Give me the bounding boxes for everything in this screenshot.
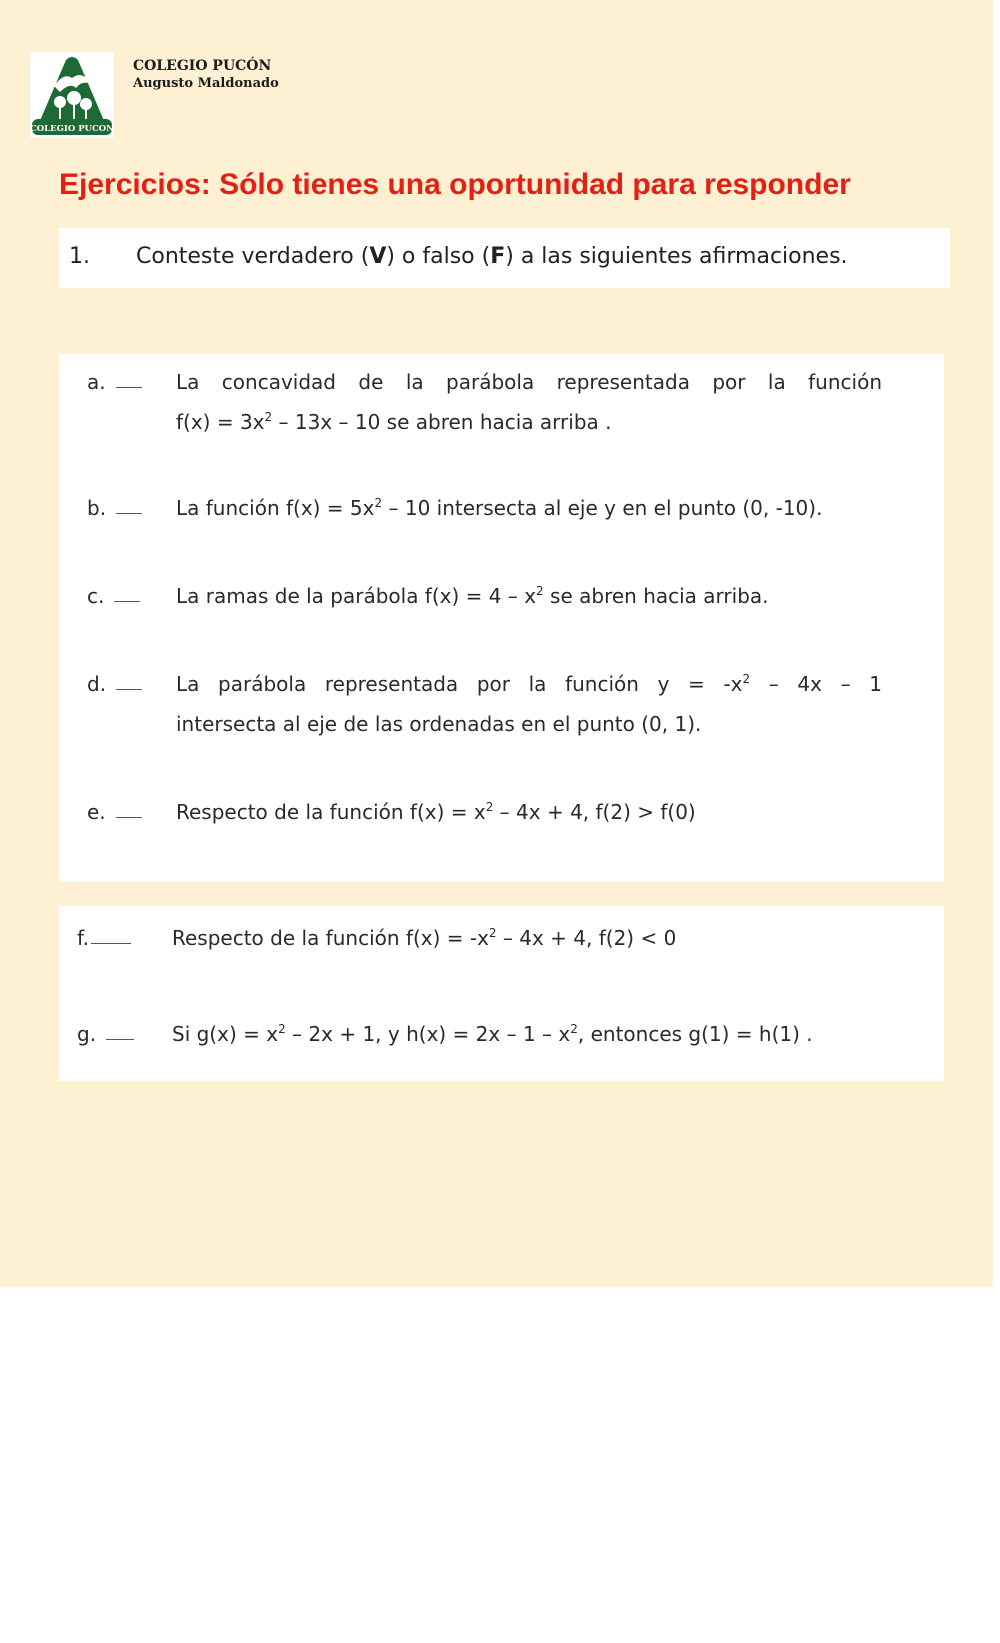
statement-f-text: Respecto de la función $f(x) = -x^2 - 4x + 4$, f(2) < 0 (172, 926, 677, 950)
statement-d-line1: La parábola representada por la función $y = -x^2 - 4x - 1$ (176, 672, 882, 696)
instruction-text: Conteste verdadero (V) o falso (F) a las siguientes afirmaciones. (136, 244, 848, 269)
instruction-box (59, 228, 950, 288)
statement-a-line1: La concavidad de la parábola representada por la función (176, 370, 882, 394)
statement-label: e. (87, 800, 106, 824)
school-name: COLEGIO PUCÓN (133, 58, 272, 74)
page-title: Ejercicios: Sólo tienes una oportunidad para responder (59, 168, 851, 201)
false-letter: F (490, 244, 506, 269)
statement-d-line2: intersecta al eje de las ordenadas en el punto (0, 1). (176, 712, 702, 736)
school-logo (30, 52, 114, 138)
school-header (133, 57, 279, 92)
answer-blank[interactable] (91, 942, 131, 944)
statement-label: b. (87, 496, 107, 520)
statement-label: g. (77, 1022, 97, 1046)
statement-label: d. (87, 672, 107, 696)
answer-blank[interactable] (116, 386, 142, 388)
statement-label: c. (87, 584, 105, 608)
answer-blank[interactable] (116, 816, 142, 818)
statement-b-text: La función $f(x) = 5x^2 - 10$ intersecta al eje y en el punto (0, -10). (176, 496, 823, 520)
true-letter: V (369, 244, 387, 269)
statement-g-text: Si $g(x) = x^2 - 2x + 1$, y $h(x) = 2x - 1 - x^2$, entonces g(1) = h(1) . (172, 1022, 813, 1046)
school-subtitle: Augusto Maldonado (133, 76, 279, 91)
statement-a-line2: $f(x) = 3x^2 - 13x - 10$ se abren hacia arriba . (176, 410, 612, 434)
answer-blank[interactable] (114, 600, 140, 602)
answer-blank[interactable] (116, 512, 142, 514)
statement-c-text: La ramas de la parábola $f(x) = 4 - x^2$ se abren hacia arriba. (176, 584, 769, 608)
statement-label: f. (77, 926, 89, 950)
statements-box-2 (59, 906, 944, 1081)
question-number: 1. (69, 244, 90, 269)
statement-label: a. (87, 370, 106, 394)
statement-e-text: Respecto de la función $f(x) = x^2 - 4x + 4$, f(2) > f(0) (176, 800, 696, 824)
logo-text: COLEGIO PUCON (30, 124, 114, 134)
answer-blank[interactable] (106, 1038, 134, 1040)
answer-blank[interactable] (116, 688, 142, 690)
statements-box-1 (59, 354, 944, 882)
